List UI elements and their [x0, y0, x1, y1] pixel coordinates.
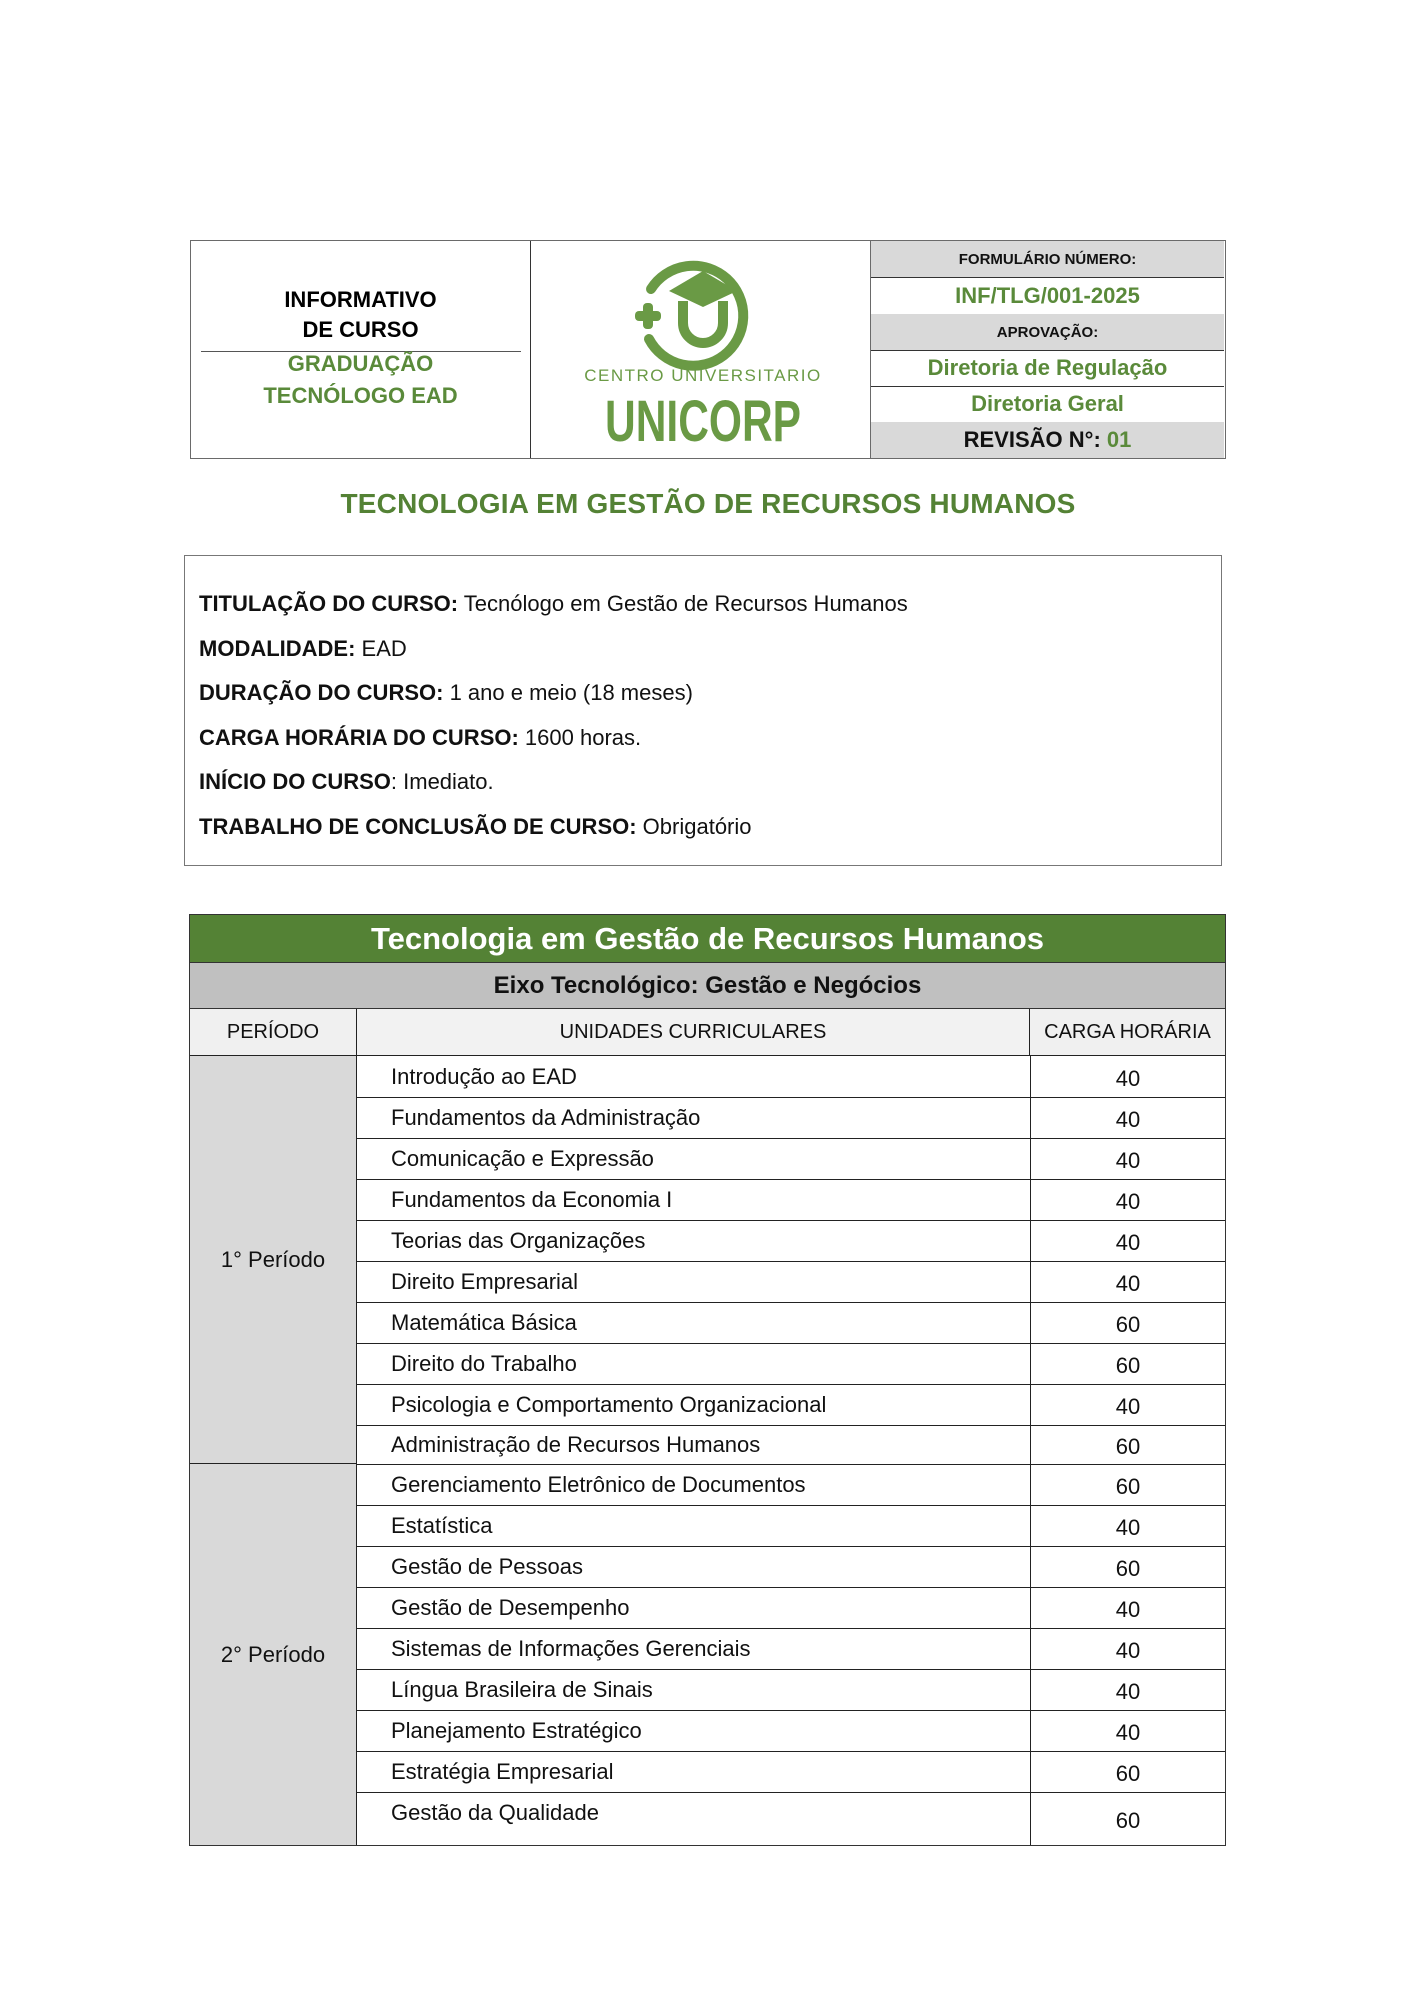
revision-number: 01 [1106, 427, 1132, 452]
table-row [357, 1056, 1225, 1098]
table-row [357, 1546, 1225, 1588]
unit-name: Fundamentos da Administração [391, 1104, 701, 1130]
table-row [357, 1464, 1225, 1506]
logo-cell [531, 241, 871, 458]
unit-name: Introdução ao EAD [391, 1063, 577, 1089]
unit-hours: 40 [1030, 1710, 1225, 1751]
table-row [357, 1587, 1225, 1629]
doc-type-line2: DE CURSO [302, 317, 419, 342]
level-line2: TECNÓLOGO EAD [263, 383, 458, 408]
table-row [357, 1669, 1225, 1711]
form-number: INF/TLG/001-2025 [871, 277, 1224, 315]
unit-name: Sistemas de Informações Gerenciais [391, 1635, 751, 1661]
form-info-cell [871, 241, 1224, 458]
table-row [357, 1343, 1225, 1385]
period-2-cell: 2° Período [190, 1464, 357, 1845]
unit-name: Estratégia Empresarial [391, 1758, 614, 1784]
unit-name: Matemática Básica [391, 1309, 577, 1335]
approval-1: Diretoria de Regulação [871, 350, 1224, 387]
unit-name: Língua Brasileira de Sinais [391, 1676, 653, 1702]
unit-name: Direito Empresarial [391, 1268, 579, 1294]
info-workload: CARGA HORÁRIA DO CURSO: 1600 horas. [199, 725, 642, 750]
unit-hours: 40 [1030, 1505, 1225, 1546]
table-row [357, 1220, 1225, 1262]
unit-hours: 60 [1030, 1425, 1225, 1464]
unit-hours: 60 [1030, 1751, 1225, 1792]
unit-name: Planejamento Estratégico [391, 1717, 642, 1743]
table-row [357, 1261, 1225, 1303]
unit-hours: 60 [1030, 1792, 1225, 1845]
approval-label: APROVAÇÃO: [871, 314, 1224, 351]
approval-2: Diretoria Geral [871, 386, 1224, 423]
unit-hours: 40 [1030, 1669, 1225, 1710]
unit-name: Administração de Recursos Humanos [391, 1431, 761, 1457]
period-1-cell: 1° Período [190, 1056, 357, 1464]
doc-type-line1: INFORMATIVO [284, 287, 437, 312]
unit-hours: 60 [1030, 1546, 1225, 1587]
table-row [357, 1179, 1225, 1221]
unit-hours: 40 [1030, 1220, 1225, 1261]
unit-hours: 60 [1030, 1343, 1225, 1384]
revision-row [871, 422, 1224, 458]
svg-text:CENTRO UNIVERSITARIO: CENTRO UNIVERSITARIO [584, 366, 822, 385]
info-start: INÍCIO DO CURSO: Imediato. [199, 769, 494, 794]
unit-name: Direito do Trabalho [391, 1350, 577, 1376]
table-row [357, 1628, 1225, 1670]
unit-name: Estatística [391, 1512, 493, 1538]
info-course-title: TITULAÇÃO DO CURSO: Tecnólogo em Gestão de Recursos Humanos [199, 591, 908, 616]
unit-name: Psicologia e Comportamento Organizacional [391, 1391, 827, 1417]
table-title: Tecnologia em Gestão de Recursos Humanos [190, 915, 1225, 963]
unit-hours: 60 [1030, 1302, 1225, 1343]
unit-name: Teorias das Organizações [391, 1227, 646, 1253]
course-info-box [184, 555, 1222, 866]
unit-name: Fundamentos da Economia I [391, 1186, 673, 1212]
column-header-period: PERÍODO [190, 1009, 357, 1056]
unit-hours: 40 [1030, 1138, 1225, 1179]
svg-text:UNICORP: UNICORP [605, 389, 801, 454]
table-row [357, 1138, 1225, 1180]
unit-hours: 40 [1030, 1261, 1225, 1302]
level-line1: GRADUAÇÃO [287, 351, 434, 376]
unit-hours: 40 [1030, 1384, 1225, 1425]
unit-hours: 60 [1030, 1464, 1225, 1505]
info-modality: MODALIDADE: EAD [199, 636, 407, 661]
document-header [190, 240, 1226, 459]
unit-name: Gestão da Qualidade [391, 1799, 599, 1825]
revision-label: REVISÃO N°: [963, 427, 1107, 452]
unit-name: Gestão de Desempenho [391, 1594, 630, 1620]
page-title: TECNOLOGIA EM GESTÃO DE RECURSOS HUMANOS [340, 488, 1076, 519]
table-row [357, 1425, 1225, 1465]
unicorp-logo-icon [531, 241, 871, 460]
table-row [357, 1097, 1225, 1139]
table-row [357, 1710, 1225, 1752]
unit-hours: 40 [1030, 1056, 1225, 1097]
column-header-units: UNIDADES CURRICULARES [357, 1009, 1030, 1056]
unit-hours: 40 [1030, 1587, 1225, 1628]
form-number-label: FORMULÁRIO NÚMERO: [871, 241, 1224, 278]
unit-hours: 40 [1030, 1628, 1225, 1669]
unit-hours: 40 [1030, 1179, 1225, 1220]
table-row [357, 1751, 1225, 1793]
table-row [357, 1505, 1225, 1547]
curriculum-table [189, 914, 1226, 1846]
document-type-cell [191, 241, 531, 458]
unit-name: Comunicação e Expressão [391, 1145, 654, 1171]
unit-name: Gestão de Pessoas [391, 1553, 584, 1579]
table-subtitle: Eixo Tecnológico: Gestão e Negócios [190, 963, 1225, 1009]
unit-name: Gerenciamento Eletrônico de Documentos [391, 1471, 806, 1497]
table-row [357, 1792, 1225, 1845]
info-duration: DURAÇÃO DO CURSO: 1 ano e meio (18 meses) [199, 680, 693, 705]
column-header-hours: CARGA HORÁRIA [1030, 1009, 1225, 1056]
unit-hours: 40 [1030, 1097, 1225, 1138]
table-row [357, 1302, 1225, 1344]
table-row [357, 1384, 1225, 1426]
info-final-project: TRABALHO DE CONCLUSÃO DE CURSO: Obrigatório [199, 814, 752, 839]
